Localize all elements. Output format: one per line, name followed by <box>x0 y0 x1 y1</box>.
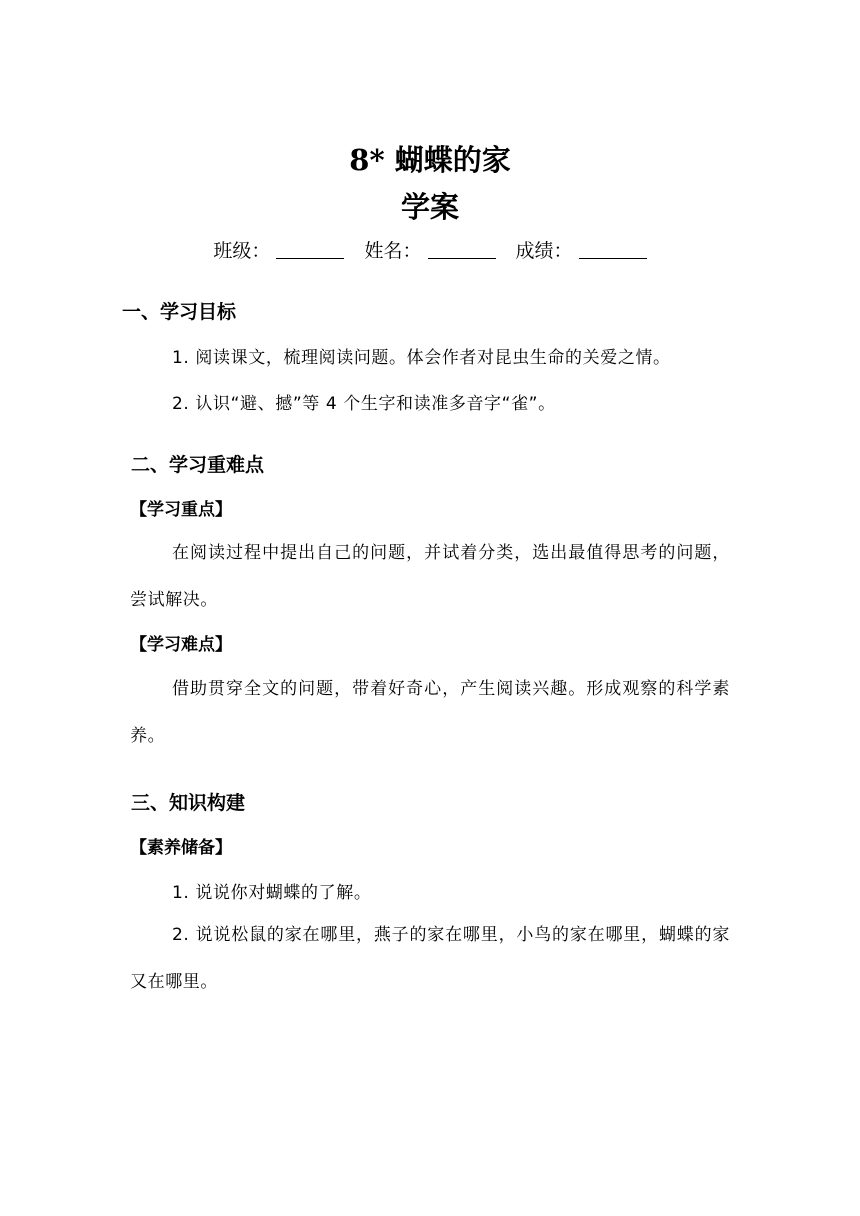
difficult-points-label: 【学习难点】 <box>130 635 232 655</box>
prep-item-2: 2. 说说松鼠的家在哪里，燕子的家在哪里，小鸟的家在哪里，蝴蝶的家又在哪里。 <box>130 925 730 992</box>
name-blank[interactable] <box>428 236 496 259</box>
student-info-line <box>0 236 860 266</box>
key-points-label: 【学习重点】 <box>130 500 232 520</box>
goal-item-2: 2. 认识“避、撼”等 4 个生字和读准多音字“雀”。 <box>172 394 556 414</box>
key-points-text: 在阅读过程中提出自己的问题，并试着分类，选出最值得思考的问题，尝试解决。 <box>130 543 730 610</box>
literacy-prep-label: 【素养储备】 <box>130 838 232 858</box>
section-heading-knowledge: 三、知识构建 <box>131 792 246 814</box>
prep-item-1: 1. 说说你对蝴蝶的了解。 <box>172 883 372 903</box>
section-heading-goals: 一、学习目标 <box>122 301 237 323</box>
difficult-points-text: 借助贯穿全文的问题，带着好奇心，产生阅读兴趣。形成观察的科学素养。 <box>130 679 730 746</box>
class-blank[interactable] <box>276 236 344 259</box>
class-label: 班级： <box>213 240 271 262</box>
goal-item-1: 1. 阅读课文，梳理阅读问题。体会作者对昆虫生命的关爱之情。 <box>172 348 671 368</box>
name-label: 姓名： <box>364 240 422 262</box>
score-blank[interactable] <box>579 236 647 259</box>
page-subtitle: 学案 <box>400 190 459 224</box>
score-label: 成绩： <box>515 240 573 262</box>
page-title: 8* 蝴蝶的家 <box>349 143 511 177</box>
section-heading-key-difficult: 二、学习重难点 <box>131 454 265 476</box>
